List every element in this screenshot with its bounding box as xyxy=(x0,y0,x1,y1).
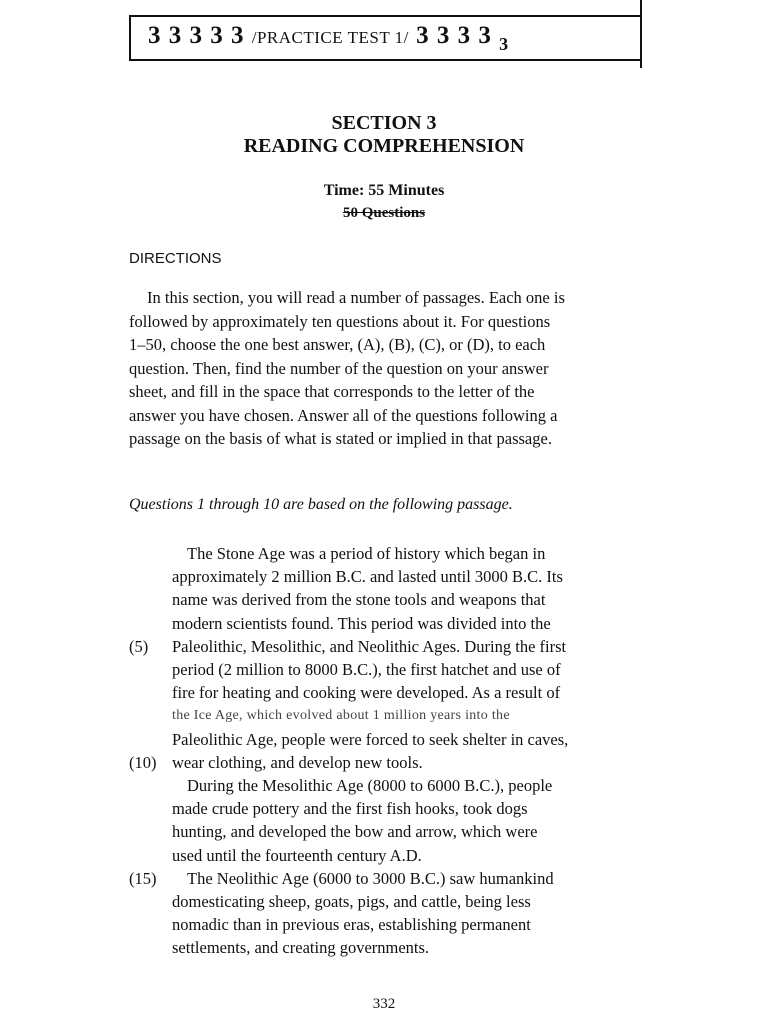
passage-line-text: fire for heating and cooking were developed. As a result of xyxy=(172,683,561,703)
directions-paragraph xyxy=(129,286,649,451)
passage-line xyxy=(129,844,649,867)
directions-line: sheet, and fill in the space that corresponds to the letter of the xyxy=(129,382,535,401)
directions-line: passage on the basis of what is stated or implied in that passage. xyxy=(129,429,552,448)
passage-line-text: modern scientists found. This period was divided into the xyxy=(172,613,551,633)
passage-line-text: wear clothing, and develop new tools. xyxy=(172,752,423,772)
passage-line-text: Paleolithic, Mesolithic, and Neolithic Ages. During the first xyxy=(172,636,567,656)
line-number: (5) xyxy=(129,636,149,656)
directions-heading: DIRECTIONS xyxy=(129,250,222,267)
passage-line xyxy=(129,588,649,611)
header-curl-digit: 3 xyxy=(499,34,510,54)
page-number: 332 xyxy=(372,996,396,1012)
passage-line-text: made crude pottery and the first fish hooks, took dogs xyxy=(172,799,528,819)
passage-line-text: hunting, and developed the bow and arrow, which were xyxy=(172,822,538,842)
passage-line xyxy=(129,820,649,843)
time-limit: Time: 55 Minutes xyxy=(323,182,445,199)
passage-line xyxy=(129,681,649,704)
passage-line xyxy=(129,542,649,565)
passage-line-text: period (2 million to 8000 B.C.), the first hatchet and use of xyxy=(172,660,561,680)
question-count: 50 Questions xyxy=(342,205,426,221)
passage-line-text: nomadic than in previous eras, establishing permanent xyxy=(172,915,531,935)
directions-line: In this section, you will read a number of passages. Each one is xyxy=(147,288,565,307)
header-label: /PRACTICE TEST 1/ xyxy=(251,28,409,47)
passage-line-text: used until the fourteenth century A.D. xyxy=(172,845,422,865)
passage-line xyxy=(129,635,649,658)
passage-line xyxy=(129,704,649,727)
line-number: (15) xyxy=(129,868,157,888)
passage-line xyxy=(129,774,649,797)
header-digits-left: 3 3 3 3 3 xyxy=(148,22,245,49)
running-header xyxy=(148,22,510,54)
directions-line: followed by approximately ten questions about it. For questions xyxy=(129,311,551,331)
passage-line xyxy=(129,867,649,890)
passage-line-text: The Stone Age was a period of history which began in xyxy=(187,544,546,563)
passage-line-text: name was derived from the stone tools and weapons that xyxy=(172,590,546,610)
directions-line: answer you have chosen. Answer all of the questions following a xyxy=(129,405,558,425)
passage-line-text: During the Mesolithic Age (8000 to 6000 B.C.), people xyxy=(187,776,553,796)
passage-line-text: Paleolithic Age, people were forced to seek shelter in caves, xyxy=(172,729,569,749)
passage-line xyxy=(129,913,649,936)
section-number: SECTION 3 xyxy=(331,112,437,134)
passage-line xyxy=(129,890,649,913)
passage-line xyxy=(129,728,649,751)
passage-line xyxy=(129,612,649,635)
header-digits-right: 3 3 3 3 xyxy=(416,22,492,49)
section-title: READING COMPREHENSION xyxy=(243,135,525,157)
passage-line xyxy=(129,936,649,959)
passage-line xyxy=(129,565,649,588)
passage-line xyxy=(129,797,649,820)
passage-line-text: approximately 2 million B.C. and lasted until 3000 B.C. Its xyxy=(172,567,563,587)
line-number: (10) xyxy=(129,752,157,772)
passage-line xyxy=(129,751,649,774)
directions-line: question. Then, find the number of the question on your answer xyxy=(129,358,549,378)
passage-line-text: domesticating sheep, goats, pigs, and cattle, being less xyxy=(172,892,531,912)
directions-line: 1–50, choose the one best answer, (A), (B), (C), or (D), to each xyxy=(129,335,546,354)
passage-line-text: settlements, and creating governments. xyxy=(172,938,430,958)
header-edge-rule xyxy=(640,0,642,68)
reading-passage xyxy=(129,542,649,960)
passage-line-text: the Ice Age, which evolved about 1 million years into the xyxy=(172,708,510,724)
passage-line-text: The Neolithic Age (6000 to 3000 B.C.) saw humankind xyxy=(187,868,554,888)
passage-line xyxy=(129,658,649,681)
questions-intro: Questions 1 through 10 are based on the following passage. xyxy=(129,496,513,513)
